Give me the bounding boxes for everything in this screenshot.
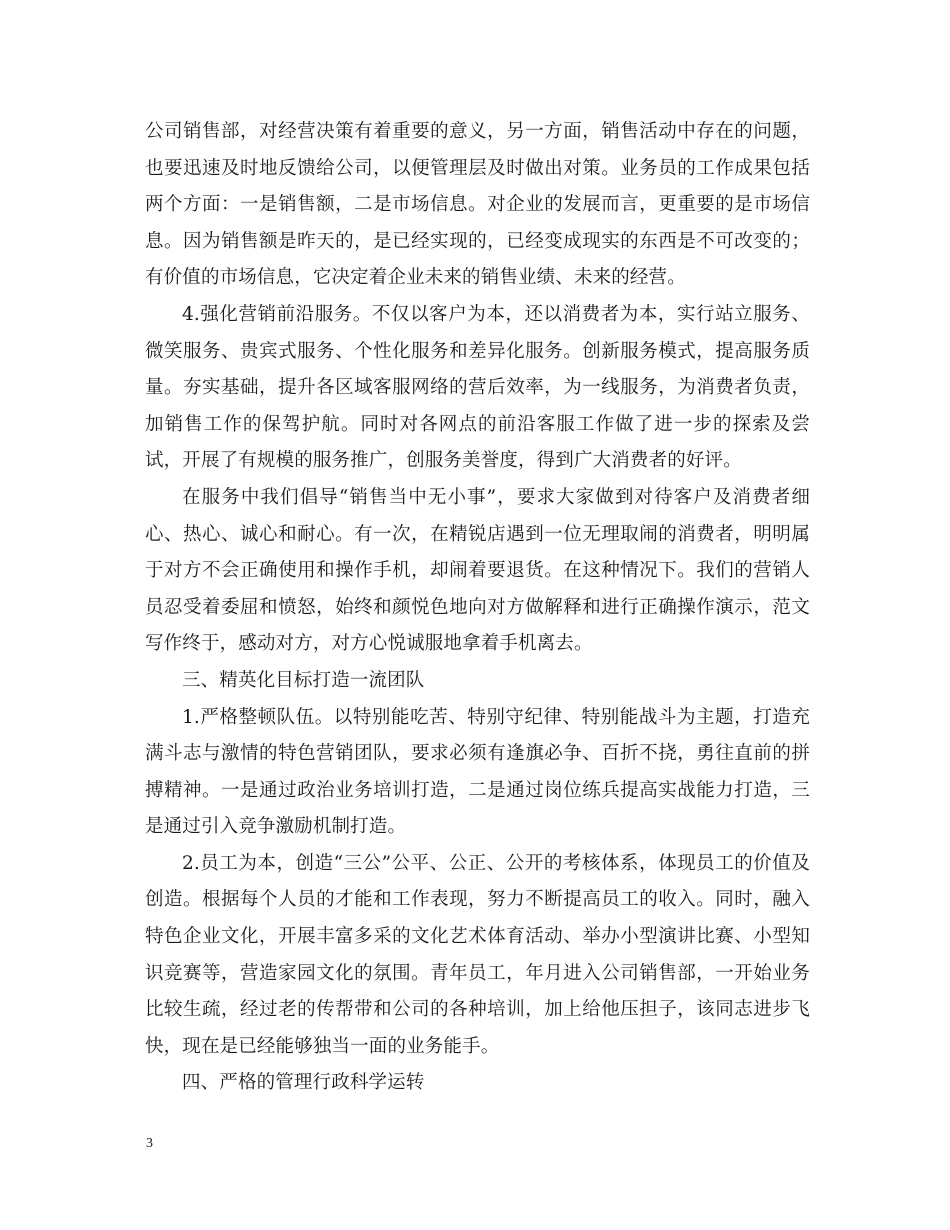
section-heading-administration: 四、严格的管理行政科学运转 [182,1072,425,1094]
document-body [145,114,810,1102]
section-heading-team: 三、精英化目标打造一流团队 [182,669,425,691]
page-number: 3 [146,1136,153,1151]
paragraph-frontline-service: 4.强化营销前沿服务。不仅以客户为本，还以消费者为本，实行站立服务、微笑服务、贵宾式服务、个性化服务和差异化服务。创新服务模式，提高服务质量。夯实基础，提升各区域客服网络的营后效率，为一线服务，为消费者负责，加销售工作的保驾护航。同时对各网点的前沿客服工作做了进一步的探索及尝试，开展了有规模的服务推广，创服务美誉度，得到广大消费者的好评。 [145,303,810,472]
paragraph-team-discipline: 1.严格整顿队伍。以特别能吃苦、特别守纪律、特别能战斗为主题，打造充满斗志与激情的特色营销团队，要求必须有逢旗必争、百折不挠，勇往直前的拼搏精神。一是通过政治业务培训打造，二是通过岗位练兵提高实战能力打造，三是通过引入竞争激励机制打造。 [145,706,810,838]
paragraph-employee-first: 2.员工为本，创造“三公”公平、公正、公开的考核体系，体现员工的价值及创造。根据每个人员的才能和工作表现，努力不断提高员工的收入。同时，融入特色企业文化，开展丰富多采的文化艺术体育活动、举办小型演讲比赛、小型知识竞赛等，营造家园文化的氛围。青年员工，年月进入公司销售部，一开始业务比较生疏，经过老的传帮带和公司的各种培训，加上给他压担子，该同志进步飞快，现在是已经能够独当一面的业务能手。 [145,852,810,1057]
paragraph-service-story: 在服务中我们倡导“销售当中无小事”，要求大家做到对待客户及消费者细心、热心、诚心和耐心。有一次，在精锐店遇到一位无理取闹的消费者，明明属于对方不会正确使用和操作手机，却闹着要退货。在这种情况下。我们的营销人员忍受着委屈和愤怒，始终和颜悦色地向对方做解释和进行正确操作演示，范文写作终于，感动对方，对方心悦诚服地拿着手机离去。 [145,486,810,655]
paragraph-market-info: 公司销售部，对经营决策有着重要的意义，另一方面，销售活动中存在的问题，也要迅速及时地反馈给公司，以便管理层及时做出对策。业务员的工作成果包括两个方面：一是销售额，二是市场信息。对企业的发展而言，更重要的是市场信息。因为销售额是昨天的，是已经实现的，已经变成现实的东西是不可改变的；有价值的市场信息，它决定着企业未来的销售业绩、未来的经营。 [145,121,810,289]
